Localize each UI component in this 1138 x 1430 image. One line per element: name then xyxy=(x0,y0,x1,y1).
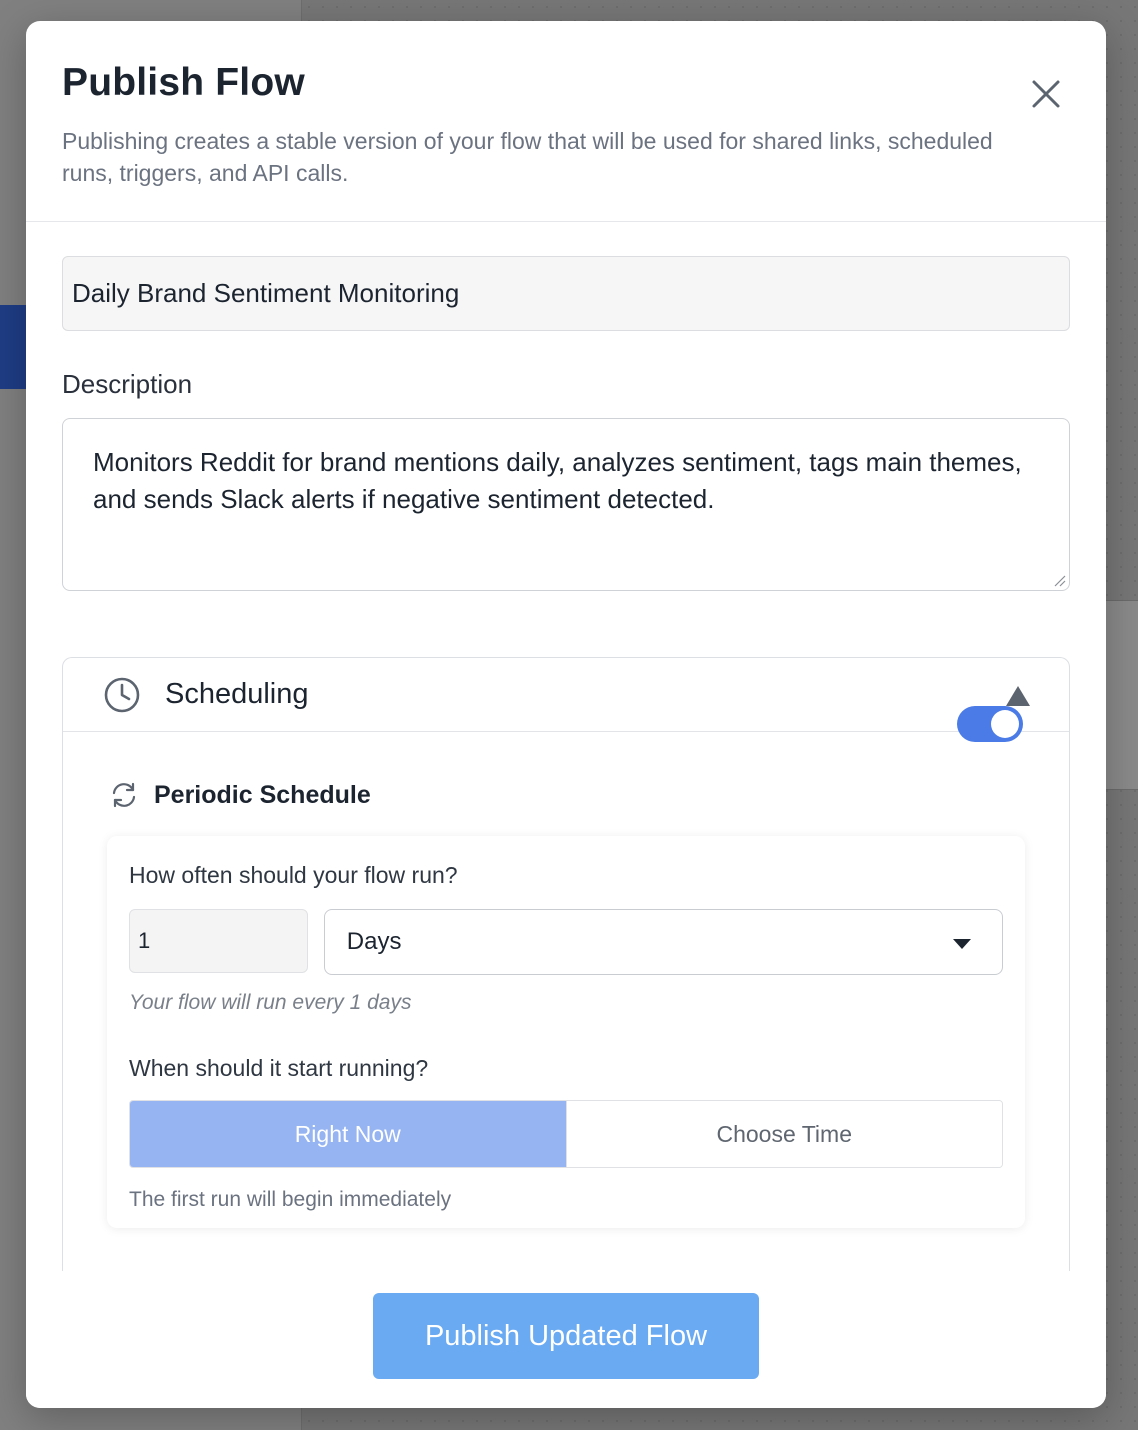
flow-name-input[interactable]: Daily Brand Sentiment Monitoring xyxy=(62,256,1070,331)
scheduling-header[interactable] xyxy=(63,658,1069,732)
start-option-group xyxy=(129,1100,1003,1168)
modal-header xyxy=(26,21,1106,222)
start-note: The first run will begin immediately xyxy=(129,1188,452,1211)
scheduling-title: Scheduling xyxy=(165,678,309,710)
publish-updated-flow-button[interactable]: Publish Updated Flow xyxy=(373,1293,759,1379)
caret-down-icon xyxy=(952,938,972,950)
periodic-schedule-label: Periodic Schedule xyxy=(154,780,371,809)
modal-footer xyxy=(26,1271,1106,1408)
frequency-hint: Your flow will run every 1 days xyxy=(129,991,412,1014)
interval-unit-select[interactable] xyxy=(324,909,1003,975)
resize-handle-icon[interactable] xyxy=(1052,573,1066,587)
description-label: Description xyxy=(62,369,193,399)
publish-flow-modal xyxy=(26,21,1106,1408)
modal-body xyxy=(26,222,1106,1297)
scheduling-section xyxy=(62,657,1070,1297)
close-button[interactable] xyxy=(1028,76,1064,112)
frequency-question: How often should your flow run? xyxy=(129,862,458,888)
frequency-card xyxy=(107,836,1025,1228)
start-choose-time-button[interactable]: Choose Time xyxy=(566,1101,1003,1167)
refresh-icon xyxy=(109,780,139,810)
interval-input[interactable]: 1 xyxy=(129,909,308,973)
periodic-schedule-row xyxy=(63,732,1069,828)
modal-title: Publish Flow xyxy=(62,61,305,104)
periodic-schedule-toggle[interactable] xyxy=(957,706,1023,742)
description-text: Monitors Reddit for brand mentions daily, analyzes sentiment, tags main themes, and sends Slack alerts if negative sentiment detected. xyxy=(93,447,1022,514)
start-right-now-button[interactable]: Right Now xyxy=(130,1101,566,1167)
modal-subtitle: Publishing creates a stable version of your flow that will be used for shared links, scheduled runs, triggers, and API calls. xyxy=(62,128,993,186)
clock-icon xyxy=(103,676,141,714)
start-question: When should it start running? xyxy=(129,1055,429,1081)
description-textarea[interactable] xyxy=(62,418,1070,591)
triangle-up-icon[interactable] xyxy=(1005,684,1031,708)
toggle-knob xyxy=(991,710,1019,738)
close-icon xyxy=(1028,76,1064,112)
frequency-row xyxy=(129,909,1003,975)
interval-unit-value: Days xyxy=(346,928,402,955)
